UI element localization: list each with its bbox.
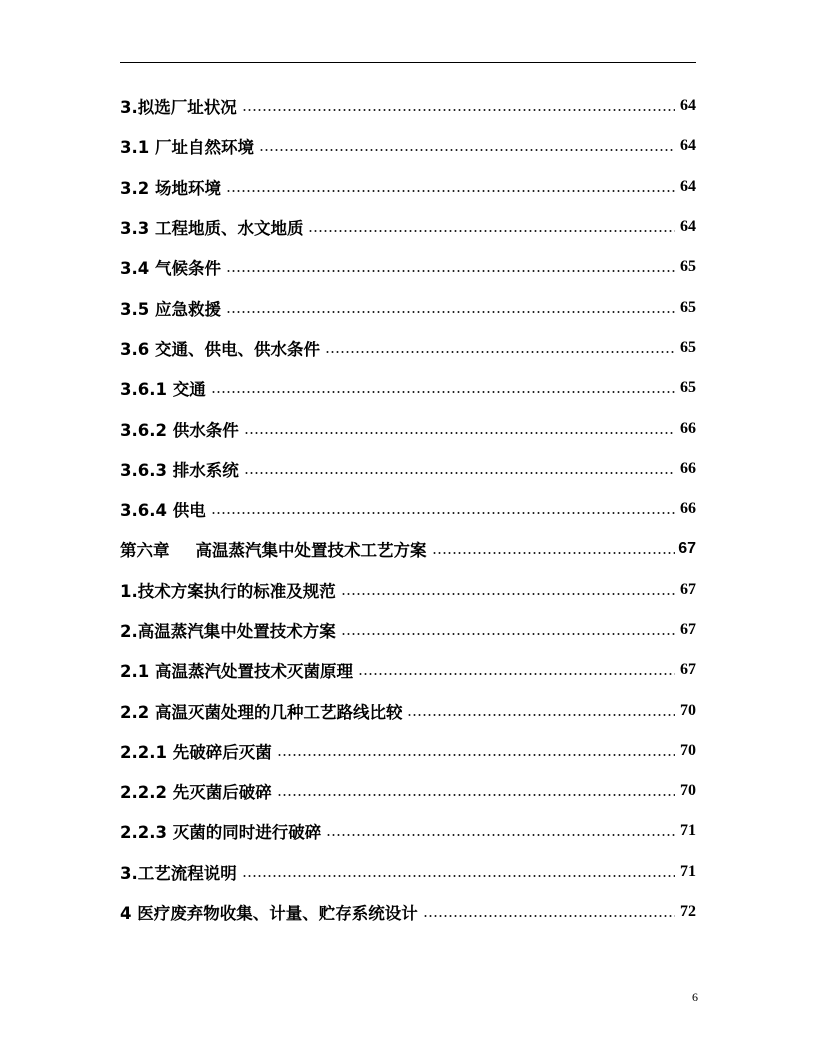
toc-entry[interactable] [120, 771, 696, 811]
toc-entry[interactable] [120, 449, 696, 489]
toc-entry-title: 3.6.4 供电 [120, 501, 206, 521]
toc-entry-page-number: 71 [680, 862, 696, 880]
toc-entry-page-number: 70 [680, 782, 696, 800]
toc-entry[interactable] [120, 86, 696, 126]
toc-entry-label [120, 819, 323, 843]
toc-entry-page-number: 67 [680, 661, 696, 679]
toc-entry[interactable] [120, 852, 696, 892]
toc-entry-page-number: 65 [680, 338, 696, 356]
toc-entry-page-number: 67 [680, 580, 696, 598]
toc-entry-page-number: 64 [680, 177, 696, 195]
dot-leader [226, 190, 675, 192]
toc-entry-title: 4 医疗废弃物收集、计量、贮存系统设计 [120, 904, 418, 924]
toc-entry-title: 2.1 高温蒸汽处置技术灭菌原理 [120, 662, 353, 682]
toc-entry-page-number: 64 [680, 137, 696, 155]
dot-leader [242, 109, 675, 111]
toc-entry-label [120, 417, 241, 441]
toc-entry[interactable] [120, 650, 696, 690]
toc-entry-title: 2.2.2 先灭菌后破碎 [120, 783, 272, 803]
toc-entry-title: 3.1 厂址自然环境 [120, 138, 254, 158]
dot-leader [277, 754, 675, 756]
toc-entry-title: 3.拟选厂址状况 [120, 98, 237, 118]
toc-entry[interactable] [120, 731, 696, 771]
toc-entry-title: 3.4 气候条件 [120, 259, 221, 279]
toc-entry[interactable] [120, 126, 696, 166]
toc-entry-label [120, 175, 223, 199]
dot-leader [211, 391, 675, 393]
table-of-contents [120, 86, 696, 932]
page-number: 6 [692, 990, 698, 1004]
toc-entry-label [120, 658, 355, 682]
dot-leader [326, 834, 675, 836]
toc-entry-label [120, 296, 223, 320]
toc-entry-title: 2.2.3 灭菌的同时进行破碎 [120, 823, 322, 843]
dot-leader [308, 230, 675, 232]
toc-entry-title: 3.6.3 排水系统 [120, 460, 239, 480]
toc-entry-title: 3.3 工程地质、水文地质 [120, 219, 304, 239]
toc-entry-page-number: 71 [680, 822, 696, 840]
toc-entry-page-number: 64 [680, 97, 696, 115]
dot-leader [226, 270, 675, 272]
toc-entry-label [120, 215, 305, 239]
toc-entry-title: 2.2 高温灭菌处理的几种工艺路线比较 [120, 702, 403, 722]
toc-entry-title: 2.2.1 先破碎后灭菌 [120, 742, 272, 762]
toc-entry-page-number: 65 [680, 379, 696, 397]
toc-entry-label [120, 376, 208, 400]
dot-leader [259, 149, 675, 151]
toc-entry[interactable] [120, 408, 696, 448]
toc-entry[interactable] [120, 368, 696, 408]
toc-entry-label [120, 739, 274, 763]
toc-entry-page-number: 64 [680, 218, 696, 236]
toc-entry-label [120, 457, 241, 481]
toc-entry[interactable] [120, 207, 696, 247]
toc-chapter-entry[interactable] [120, 529, 696, 569]
toc-entry[interactable] [120, 570, 696, 610]
header-rule [120, 62, 696, 63]
toc-entry-title: 1.技术方案执行的标准及规范 [120, 581, 336, 601]
toc-entry-title: 3.工艺流程说明 [120, 863, 237, 883]
toc-entry-page-number: 70 [680, 701, 696, 719]
toc-entry-title: 3.5 应急救援 [120, 299, 221, 319]
toc-entry-page-number: 66 [680, 459, 696, 477]
toc-entry[interactable] [120, 610, 696, 650]
toc-entry[interactable] [120, 811, 696, 851]
dot-leader [341, 593, 675, 595]
dot-leader [211, 512, 675, 514]
toc-entry-page-number: 65 [680, 258, 696, 276]
toc-entry-label [120, 860, 239, 884]
toc-entry-title: 2.高温蒸汽集中处置技术方案 [120, 622, 336, 641]
dot-leader [277, 794, 675, 796]
toc-entry[interactable] [120, 489, 696, 529]
toc-entry[interactable] [120, 287, 696, 327]
toc-chapter-title: 高温蒸汽集中处置技术工艺方案 [195, 541, 427, 561]
dot-leader [358, 673, 675, 675]
toc-entry-page-number: 67 [680, 621, 696, 638]
toc-entry-title: 3.6 交通、供电、供水条件 [120, 339, 320, 359]
dot-leader [407, 714, 675, 716]
dot-leader [244, 472, 675, 474]
toc-entry[interactable] [120, 247, 696, 287]
toc-entry-page-number: 65 [680, 298, 696, 316]
toc-entry-title: 3.2 场地环境 [120, 178, 221, 198]
toc-entry-title: 3.6.2 供水条件 [120, 420, 239, 440]
toc-entry-label [120, 578, 338, 602]
toc-entry-label [120, 497, 208, 521]
toc-entry[interactable] [120, 328, 696, 368]
toc-entry-label [120, 255, 223, 279]
toc-entry-page-number: 72 [680, 903, 696, 921]
toc-entry[interactable] [120, 167, 696, 207]
toc-entry-label [120, 336, 322, 360]
toc-entry-label [120, 94, 239, 118]
dot-leader [242, 875, 675, 877]
toc-entry-label [120, 537, 429, 561]
toc-entry[interactable] [120, 892, 696, 932]
toc-entry-page-number: 70 [680, 741, 696, 759]
toc-entry-title: 第六章 [120, 541, 170, 561]
dot-leader [432, 552, 676, 554]
toc-entry-label [120, 779, 274, 803]
toc-entry-label [120, 900, 420, 924]
toc-entry-label [120, 618, 338, 642]
dot-leader [341, 633, 675, 635]
toc-entry[interactable] [120, 690, 696, 730]
toc-entry-page-number: 66 [680, 500, 696, 518]
toc-entry-label [120, 134, 256, 158]
dot-leader [423, 915, 675, 917]
toc-entry-title: 3.6.1 交通 [120, 380, 206, 400]
toc-entry-page-number: 67 [678, 540, 696, 558]
dot-leader [325, 351, 675, 353]
dot-leader [226, 311, 675, 313]
toc-entry-label [120, 699, 404, 723]
toc-entry-page-number: 66 [680, 419, 696, 437]
dot-leader [244, 432, 675, 434]
